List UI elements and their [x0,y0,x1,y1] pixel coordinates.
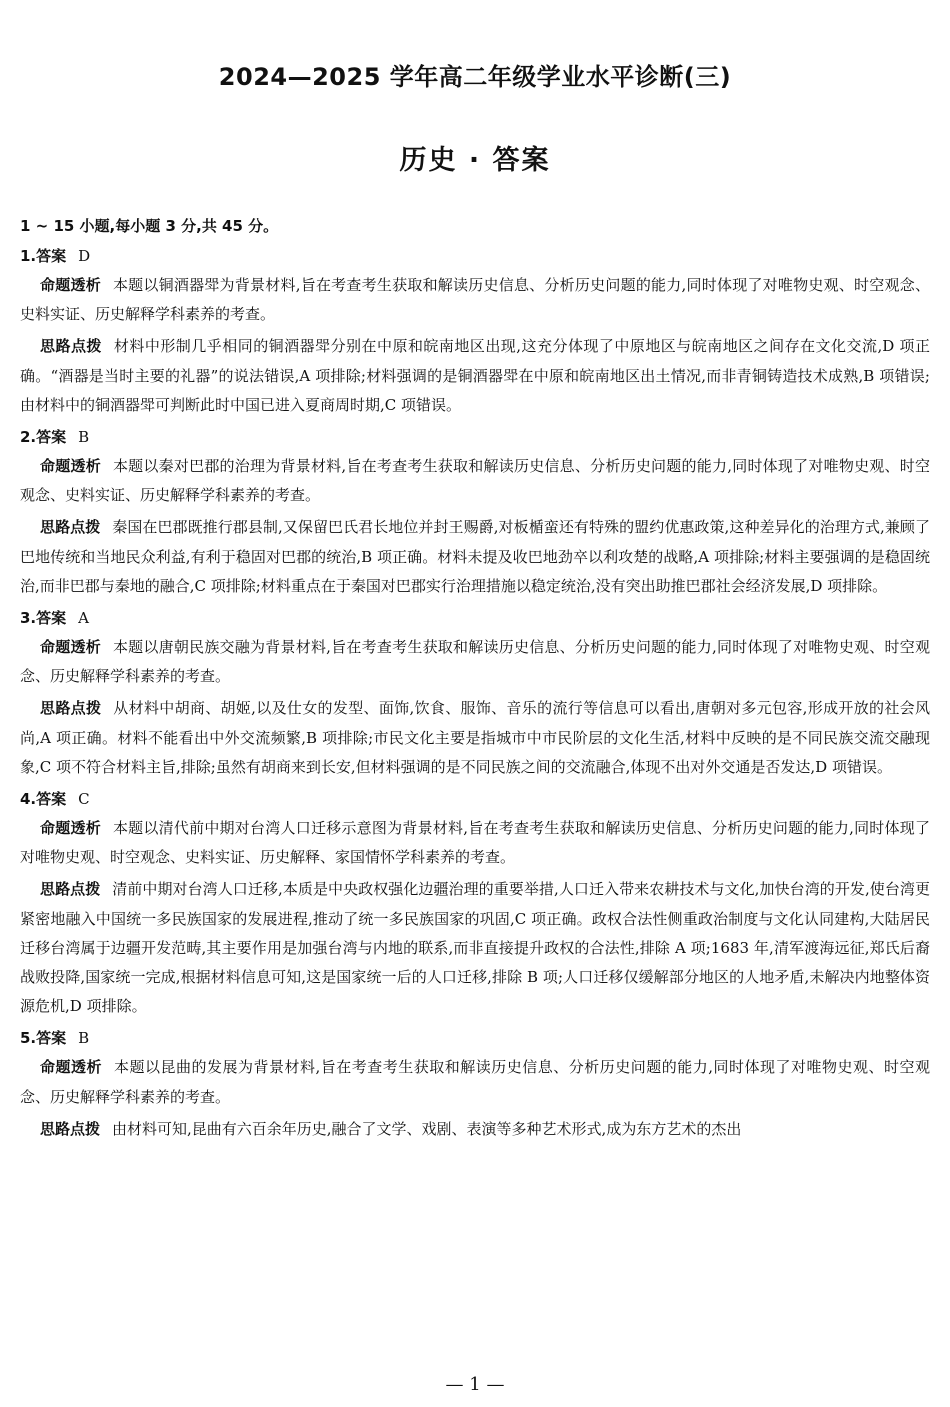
question-number: 4. [20,790,37,809]
analysis-paragraph [20,452,930,510]
question-item [20,242,930,420]
answer-choice: C [78,790,90,809]
analysis-text: 本题以昆曲的发展为背景材料,旨在考查考生获取和解读历史信息、分析历史问题的能力,同时体现了对唯物史观、时空观念、历史解释学科素养的考查。 [20,1058,930,1106]
question-number: 5. [20,1029,37,1048]
question-item [20,604,930,782]
approach-label: 思路点拨 [40,518,101,537]
approach-text: 由材料可知,昆曲有六百余年历史,融合了文学、戏剧、表演等多种艺术形式,成为东方艺术的杰出 [112,1119,742,1138]
approach-text: 从材料中胡商、胡姬,以及仕女的发型、面饰,饮食、服饰、音乐的流行等信息可以看出,唐朝对多元包容,形成开放的社会风尚,A 项正确。材料不能看出中外交流频繁,B 项排除;市民文化主要是指城市中市民阶层的文化生活,材料中反映的是不同民族交流交融现象,C 项不符合材料主旨,排除;虽然有胡商来到长安,但材料强调的是不同民族之间的交流融合,体现不出对外交通是否发达,D 项错误。 [20,699,930,776]
approach-text: 清前中期对台湾人口迁移,本质是中央政权强化边疆治理的重要举措,人口迁入带来农耕技术与文化,加快台湾的开发,使台湾更紧密地融入中国统一多民族国家的发展进程,推动了统一多民族国家的巩固,C 项正确。政权合法性侧重政治制度与文化认同建构,大陆居民迁移台湾属于边疆开发范畴,其主要作用是加强台湾与内地的联系,而非直接提升政权的合法性,排除 A 项;1683 年,清军渡海远征,郑氏后裔战败投降,国家统一完成,根据材料信息可知,这是国家统一后的人口迁移,排除 B 项;人口迁移仅缓解部分地区的人地矛盾,未解决内地整体资源危机,D 项排除。 [20,880,930,1016]
analysis-text: 本题以铜酒器斝为背景材料,旨在考查考生获取和解读历史信息、分析历史问题的能力,同时体现了对唯物史观、时空观念、史料实证、历史解释学科素养的考查。 [20,276,930,324]
approach-paragraph [20,875,930,1021]
analysis-paragraph [20,633,930,691]
answer-label: 答案 [36,428,67,447]
answer-choice: B [78,1029,90,1048]
approach-paragraph [20,513,930,601]
answer-choice: A [78,609,89,628]
analysis-label: 命题透析 [40,819,101,838]
approach-label: 思路点拨 [40,880,101,899]
approach-text: 秦国在巴郡既推行郡县制,又保留巴氏君长地位并封王赐爵,对板楯蛮还有特殊的盟约优惠政策,这种差异化的治理方式,兼顾了巴地传统和当地民众利益,有利于稳固对巴郡的统治,B 项正确。材料未提及收巴地劲卒以利攻楚的战略,A 项排除;材料主要强调的是稳固统治,而非巴郡与秦地的融合,C 项排除;材料重点在于秦国对巴郡实行治理措施以稳定统治,没有突出助推巴郡社会经济发展,D 项排除。 [20,518,930,595]
answer-choice: D [78,247,91,265]
question-header [20,785,930,814]
scoring-intro: 1 ~ 15 小题,每小题 3 分,共 45 分。 [20,217,279,235]
question-number: 1. [20,247,37,265]
analysis-paragraph [20,271,930,329]
page-number: — 1 — [445,1374,505,1395]
document-subtitle: 历史 · 答案 [399,145,551,176]
question-header [20,423,930,452]
question-header [20,242,930,271]
question-number: 3. [20,609,37,628]
analysis-label: 命题透析 [40,638,101,657]
question-item [20,423,930,601]
approach-label: 思路点拨 [40,699,102,718]
document-page [20,55,930,1395]
analysis-text: 本题以清代前中期对台湾人口迁移示意图为背景材料,旨在考查考生获取和解读历史信息、分析历史问题的能力,同时体现了对唯物史观、时空观念、史料实证、历史解释、家国情怀学科素养的考查。 [20,819,930,867]
analysis-label: 命题透析 [40,1058,102,1077]
answer-choice: B [78,428,90,447]
analysis-label: 命题透析 [40,276,101,294]
analysis-paragraph [20,814,930,872]
analysis-paragraph [20,1053,930,1111]
question-header [20,604,930,633]
analysis-text: 本题以唐朝民族交融为背景材料,旨在考查考生获取和解读历史信息、分析历史问题的能力,同时体现了对唯物史观、时空观念、历史解释学科素养的考查。 [20,638,930,686]
analysis-label: 命题透析 [40,457,101,476]
question-item [20,785,930,1021]
question-list [20,242,930,1144]
approach-paragraph [20,1115,930,1144]
question-number: 2. [20,428,37,447]
approach-text: 材料中形制几乎相同的铜酒器斝分别在中原和皖南地区出现,这充分体现了中原地区与皖南地区之间存在文化交流,D 项正确。“酒器是当时主要的礼器”的说法错误,A 项排除;材料强调的是铜酒器斝在中原和皖南地区出土情况,而非青铜铸造技术成熟,B 项错误;由材料中的铜酒器斝可判断此时中国已进入夏商周时期,C 项错误。 [20,337,930,414]
answer-label: 答案 [36,790,67,809]
answer-label: 答案 [36,609,67,628]
question-header [20,1024,930,1053]
approach-label: 思路点拨 [40,1119,101,1138]
approach-paragraph [20,694,930,782]
answer-label: 答案 [36,247,67,265]
question-item [20,1024,930,1144]
document-title: 2024—2025 学年高二年级学业水平诊断(三) [218,63,732,91]
approach-label: 思路点拨 [40,337,102,356]
analysis-text: 本题以秦对巴郡的治理为背景材料,旨在考查考生获取和解读历史信息、分析历史问题的能力,同时体现了对唯物史观、时空观念、史料实证、历史解释学科素养的考查。 [20,457,930,505]
answer-label: 答案 [36,1029,67,1048]
approach-paragraph [20,332,930,420]
